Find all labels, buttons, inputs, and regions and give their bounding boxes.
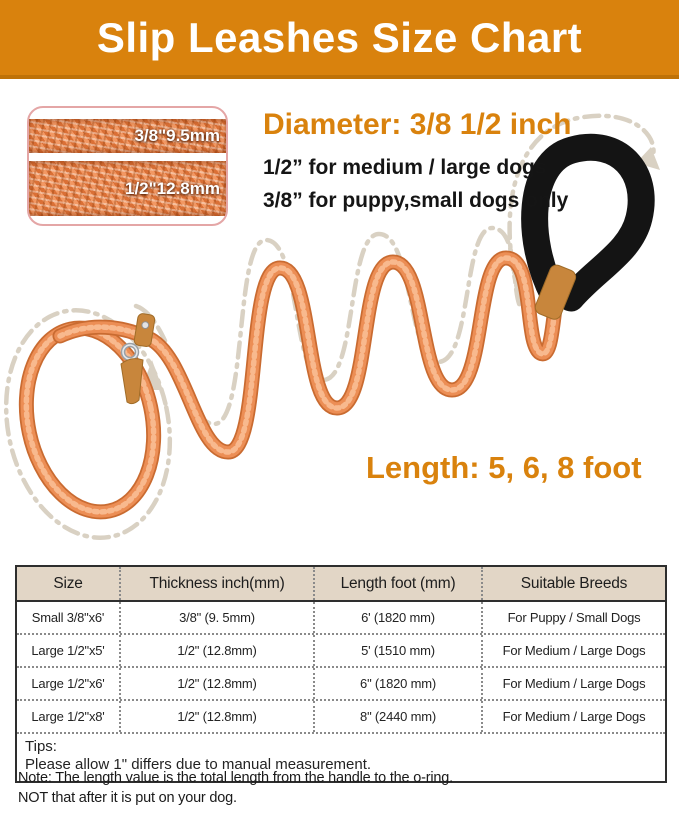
cell-length: 6' (1820 mm) (313, 602, 481, 633)
rope-sample-3-8 (29, 119, 226, 153)
rope-sample-label: 3/8"9.5mm (134, 126, 220, 145)
cell-breeds: For Medium / Large Dogs (481, 635, 665, 666)
tips-text: Please allow 1" differs due to manual measurement. (25, 756, 372, 773)
cell-thickness: 1/2" (12.8mm) (119, 668, 313, 699)
cell-size: Small 3/8"x6' (31, 610, 105, 625)
column-header-length: Length foot (mm) (313, 567, 481, 600)
cell-size: Large 1/2"x6' (31, 676, 105, 691)
table-row (17, 666, 665, 699)
table-row (17, 699, 665, 732)
cell-length: 8" (2440 mm) (313, 701, 481, 732)
note-block (18, 770, 453, 810)
diameter-line-2: 3/8” for puppy,small dogs only (263, 189, 569, 212)
cell-length: 6" (1820 mm) (313, 668, 481, 699)
rope-sample-1-2 (29, 161, 226, 216)
diameter-heading: Diameter: 3/8 1/2 inch (263, 108, 572, 141)
cell-breeds: For Medium / Large Dogs (481, 668, 665, 699)
length-label: Length: 5, 6, 8 foot (366, 450, 642, 485)
cell-length: 5' (1510 mm) (313, 635, 481, 666)
header-bar (0, 0, 679, 79)
diameter-comparison-box (27, 106, 228, 226)
cell-breeds: For Puppy / Small Dogs (481, 602, 665, 633)
table-row (17, 602, 665, 633)
rivet (141, 321, 149, 329)
rope-loop (10, 316, 170, 524)
page-title: Slip Leashes Size Chart (96, 13, 583, 61)
cell-size: Large 1/2"x5' (31, 643, 105, 658)
cell-thickness: 3/8" (9. 5mm) (119, 602, 313, 633)
cell-breeds: For Medium / Large Dogs (481, 701, 665, 732)
cell-thickness: 1/2" (12.8mm) (119, 635, 313, 666)
tips-label: Tips: (25, 738, 57, 755)
column-header-thickness: Thickness inch(mm) (119, 567, 313, 600)
note-line-2: NOT that after it is put on your dog. (18, 790, 237, 806)
size-chart-table (15, 565, 667, 783)
rope-sample-label: 1/2"12.8mm (124, 178, 220, 198)
note-line-1: Note: The length value is the total length from the handle to the o-ring. (18, 770, 453, 786)
cell-thickness: 1/2" (12.8mm) (119, 701, 313, 732)
cell-size: Large 1/2"x8' (31, 709, 105, 724)
column-header-breeds: Suitable Breeds (481, 567, 665, 600)
table-header-row (17, 567, 665, 602)
diameter-info (263, 108, 663, 222)
diameter-line-1: 1/2” for medium / large dogs (263, 156, 547, 179)
table-row (17, 633, 665, 666)
leather-tip (121, 359, 143, 404)
column-header-size: Size (53, 574, 83, 592)
